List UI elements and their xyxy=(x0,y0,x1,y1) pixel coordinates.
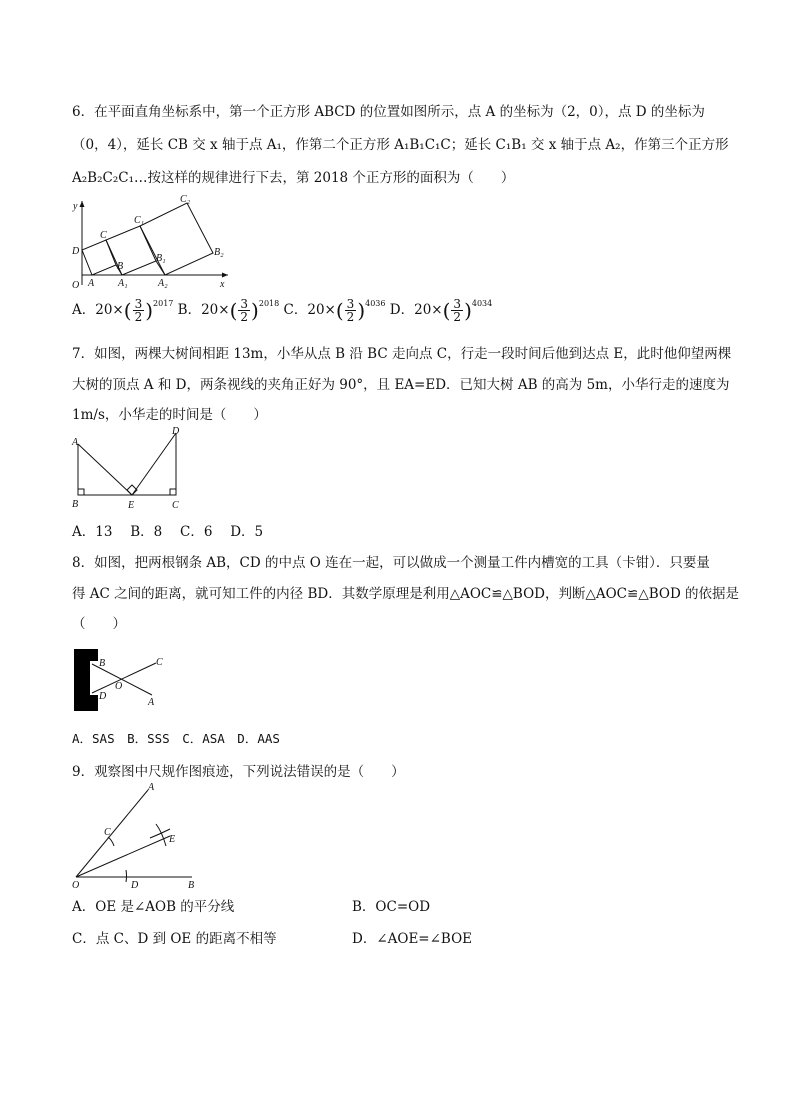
q6-label-B1: B₁ xyxy=(156,253,166,264)
q6-label-D: D xyxy=(72,246,80,257)
q9-option-d[interactable]: D．∠AOE=∠BOE xyxy=(352,931,473,947)
q6-label-A1: A₁ xyxy=(118,278,128,289)
q9-option-a[interactable]: A．OE 是∠AOB 的平分线 xyxy=(72,899,235,915)
q6-text-line1: 6．在平面直角坐标系中，第一个正方形 ABCD 的位置如图所示，点 A 的坐标为（2，0），点 D 的坐标为 xyxy=(72,104,705,120)
q6-option-a[interactable]: A．20×( $\frac{3}{2}$ )$^{2017}$ xyxy=(72,297,174,324)
q9-label-E: E xyxy=(169,834,176,845)
q7-label-C: C xyxy=(172,500,179,511)
q8-figure xyxy=(72,643,177,715)
q9-text: 9．观察图中尺规作图痕迹，下列说法错误的是（ ） xyxy=(72,764,405,780)
q8-label-A: A xyxy=(148,697,155,708)
q8-label-B: B xyxy=(99,658,106,669)
q6-label-A2: A₂ xyxy=(158,278,168,289)
q6-option-d[interactable]: D．20×( $\frac{3}{2}$ )$^{4034}$ xyxy=(389,297,493,324)
q6-label-C: C xyxy=(100,230,107,241)
q8-text-line3: （ ） xyxy=(72,616,126,632)
q8-label-O: O xyxy=(115,681,123,692)
q8-options[interactable]: A．SAS B．SSS C．ASA D．AAS xyxy=(72,731,280,746)
q6-options xyxy=(72,298,492,323)
q9-option-c[interactable]: C．点 C、D 到 OE 的距离不相等 xyxy=(72,931,277,947)
q6-text-line3: A₂B₂C₂C₁…按这样的规律进行下去，第 2018 个正方形的面积为（ ） xyxy=(72,170,515,186)
q9-arc-c xyxy=(108,837,114,846)
q6-option-c[interactable]: C．20×( $\frac{3}{2}$ )$^{4036}$ xyxy=(283,297,386,324)
q7-label-B: B xyxy=(72,499,79,510)
q7-label-E: E xyxy=(128,500,135,511)
q7-options[interactable]: A．13 B．8 C．6 D．5 xyxy=(72,524,264,540)
q6-square-2 xyxy=(106,226,156,275)
q8-label-C: C xyxy=(156,657,163,668)
q6-option-b[interactable]: B．20×( $\frac{3}{2}$ )$^{2018}$ xyxy=(177,297,280,324)
q6-label-O: O xyxy=(72,280,80,290)
q6-figure xyxy=(68,193,238,290)
q6-label-B: B xyxy=(117,261,124,272)
q6-label-y: y xyxy=(73,201,78,212)
q6-square-1 xyxy=(82,240,116,275)
q6-label-C2: C₂ xyxy=(180,194,191,205)
q7-text-line3: 1m/s，小华走的时间是（ ） xyxy=(72,407,267,423)
q7-sight-ed xyxy=(132,433,176,495)
q6-label-A: A xyxy=(88,278,95,289)
q6-label-C1: C₁ xyxy=(134,215,145,226)
q6-square-3 xyxy=(140,203,213,275)
q9-label-C: C xyxy=(104,827,111,838)
q9-figure xyxy=(70,780,200,890)
q7-label-D: D xyxy=(172,426,180,437)
q9-arc-d xyxy=(126,870,127,882)
q7-text-line1: 7．如图，两棵大树间相距 13m，小华从点 B 沿 BC 走向点 C，行走一段时间后他到达点 E，此时他仰望两棵 xyxy=(72,346,732,362)
q6-label-B2: B₂ xyxy=(214,247,224,258)
q6-label-x: x xyxy=(220,279,225,290)
q7-figure xyxy=(68,425,188,513)
q9-label-O: O xyxy=(72,880,80,890)
q7-text-line2: 大树的顶点 A 和 D，两条视线的夹角正好为 90°，且 EA=ED．已知大树 AB 的高为 5m，小华行走的速度为 xyxy=(72,377,730,393)
q8-workpiece xyxy=(74,649,98,711)
q8-text-line1: 8．如图，把两根钢条 AB，CD 的中点 O 连在一起，可以做成一个测量工件内槽宽的工具（卡钳）．只要量 xyxy=(72,555,710,571)
q7-label-A: A xyxy=(72,437,79,448)
q9-ray-oa xyxy=(76,790,148,877)
q9-option-b[interactable]: B．OC=OD xyxy=(352,899,431,915)
q6-text-line2: （0，4），延长 CB 交 x 轴于点 A₁，作第二个正方形 A₁B₁C₁C；延长 C₁B₁ 交 x 轴于点 A₂，作第三个正方形 xyxy=(72,137,729,153)
q9-ray-oe xyxy=(76,836,170,877)
q8-label-D: D xyxy=(99,691,107,702)
q9-label-D: D xyxy=(131,880,139,890)
q9-label-B: B xyxy=(188,880,195,890)
q9-label-A: A xyxy=(148,782,155,793)
q8-text-line2: 得 AC 之间的距离，就可知工件的内径 BD．其数学原理是利用△AOC≌△BOD，判断△AOC≌△BOD 的依据是 xyxy=(72,586,740,602)
q7-sight-ea xyxy=(78,444,132,495)
